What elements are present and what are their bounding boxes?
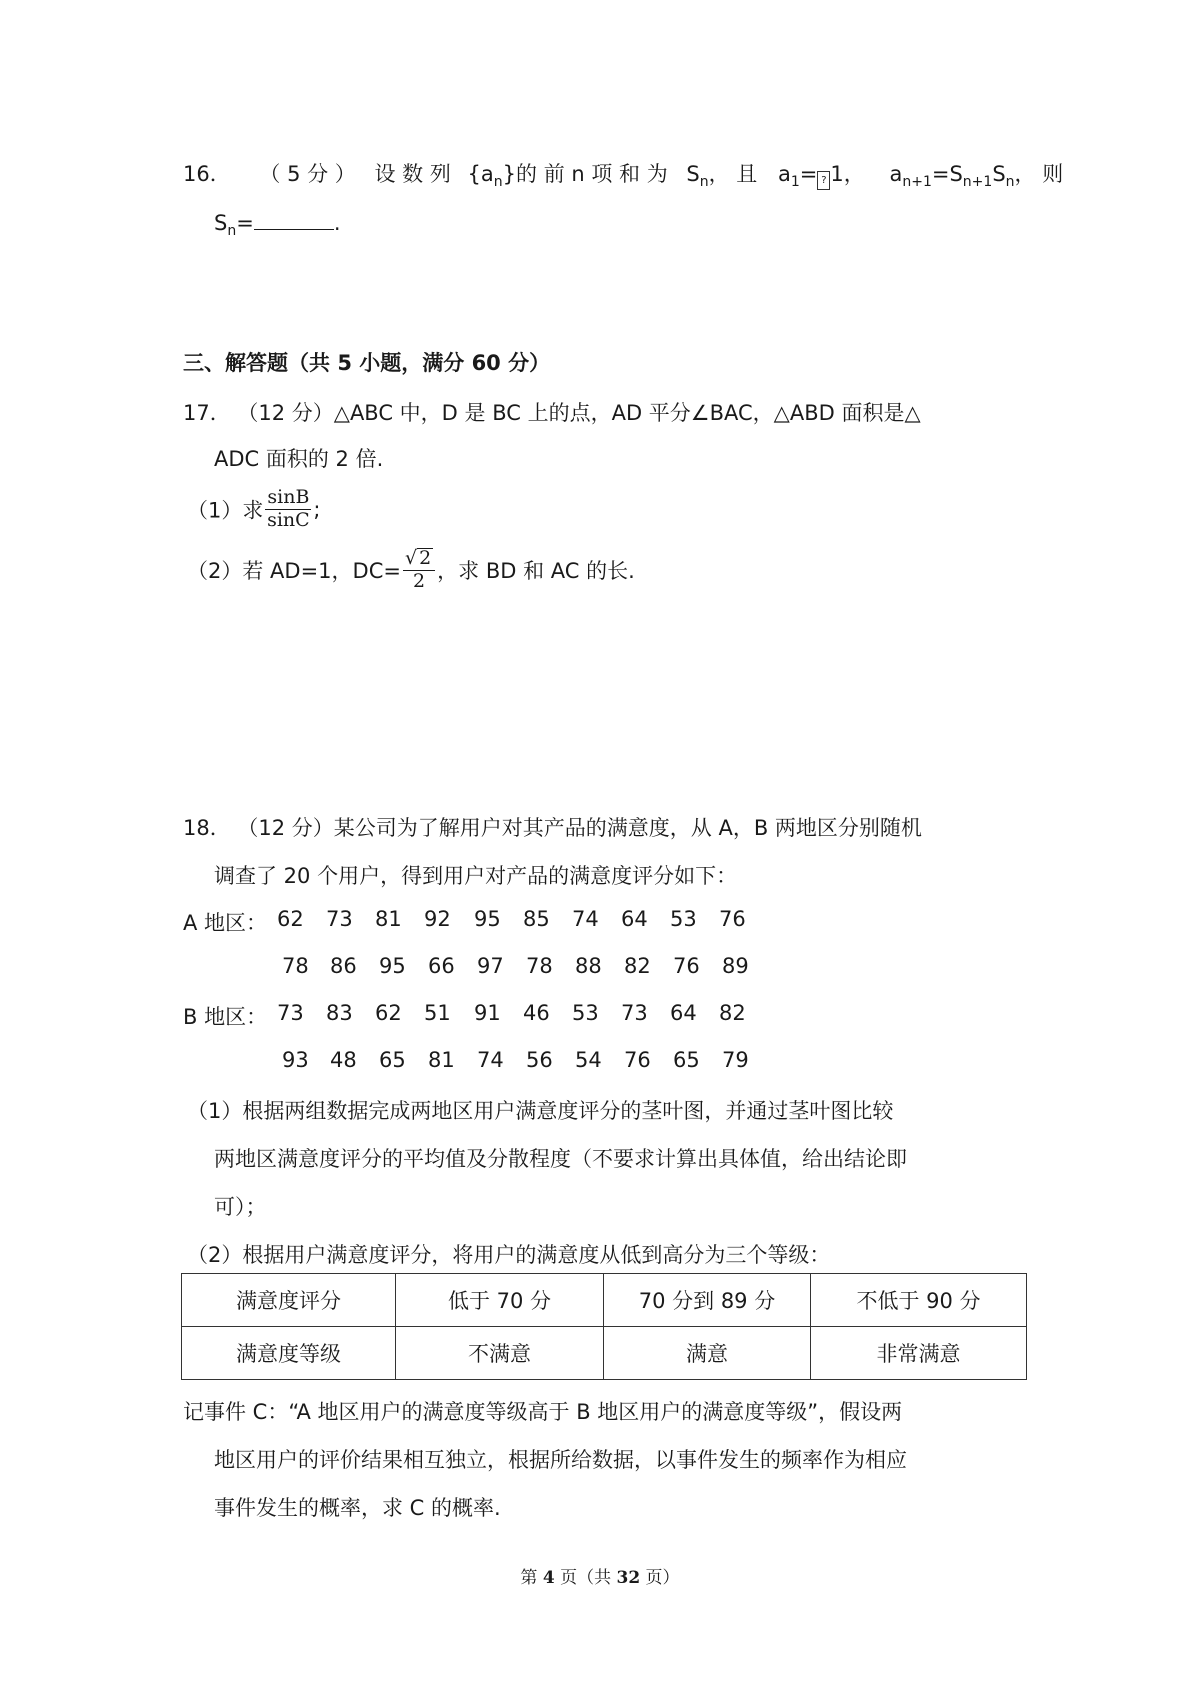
page-footer: 第 4 页（共 32 页） <box>520 1568 680 1588</box>
score-cell: 86 <box>330 954 357 978</box>
score-cell: 76 <box>719 907 746 931</box>
q16-line2: $S_n=$ . <box>214 211 341 240</box>
table-cell: 非常满意 <box>811 1327 1027 1380</box>
score-cell: 73 <box>326 907 353 931</box>
q18-event-line2: 地区用户的评价结果相互独立，根据所给数据，以事件发生的频率作为相应 <box>214 1448 907 1472</box>
score-cell: 66 <box>428 954 455 978</box>
q18-part1-line1: （1）根据两组数据完成两地区用户满意度评分的茎叶图，并通过茎叶图比较 <box>187 1099 894 1123</box>
score-cell: 56 <box>526 1048 553 1072</box>
score-cell: 74 <box>572 907 599 931</box>
score-cell: 73 <box>277 1001 304 1025</box>
q18-line1: 18． （12 分）某公司为了解用户对其产品的满意度，从 A，B 两地区分别随机 <box>183 816 922 840</box>
score-cell: 95 <box>474 907 501 931</box>
score-cell: 53 <box>670 907 697 931</box>
table-cell: 不低于 90 分 <box>811 1274 1027 1327</box>
section-title: 三、解答题（共 5 小题，满分 60 分） <box>183 351 551 375</box>
q18-part1-line3: 可）； <box>214 1195 267 1219</box>
score-cell: 95 <box>379 954 406 978</box>
table-cell: 满意度评分 <box>182 1274 396 1327</box>
score-cell: 78 <box>526 954 553 978</box>
score-cell: 97 <box>477 954 504 978</box>
q17-part1: （1）求 $\frac{\sin B}{\sin C}$ ; <box>187 486 321 531</box>
score-cell: 62 <box>375 1001 402 1025</box>
score-cell: 53 <box>572 1001 599 1025</box>
score-cell: 48 <box>330 1048 357 1072</box>
score-cell: 64 <box>621 907 648 931</box>
q17-part2: （2）若 AD=1，DC= $\frac{√ 2}{2}$ ，求 BD 和 AC 的长. <box>187 547 635 592</box>
table-row <box>182 1327 1027 1380</box>
score-cell: 88 <box>575 954 602 978</box>
score-cell: 82 <box>719 1001 746 1025</box>
table-cell: 70 分到 89 分 <box>604 1274 811 1327</box>
q16-text-b: 的 前 n 项 和 为 <box>516 162 668 186</box>
score-cell: 79 <box>722 1048 749 1072</box>
missing-glyph-box: ? <box>817 171 830 190</box>
table-row <box>182 1274 1027 1327</box>
q16-recurrence: $a_{n+1}=S_{n+1}S_n$， 则 <box>889 162 1064 191</box>
score-cell: 65 <box>673 1048 700 1072</box>
table-cell: 满意度等级 <box>182 1327 396 1380</box>
answer-blank <box>254 209 334 230</box>
q16-text-a: 设 数 列 <box>374 162 451 186</box>
q18-line2: 调查了 20 个用户，得到用户对产品的满意度评分如下： <box>214 864 738 888</box>
q16-S: $S_n$ <box>686 162 709 191</box>
q18-event-line1: 记事件 C：“A 地区用户的满意度等级高于 B 地区用户的满意度等级”，假设两 <box>183 1400 903 1424</box>
score-cell: 92 <box>424 907 451 931</box>
q18-part1-line2: 两地区满意度评分的平均值及分散程度（不要求计算出具体值，给出结论即 <box>214 1147 907 1171</box>
fraction-sqrt2-over-2: $\frac{√ 2}{2}$ <box>403 548 435 592</box>
score-cell: 89 <box>722 954 749 978</box>
score-cell: 65 <box>379 1048 406 1072</box>
score-cell: 81 <box>428 1048 455 1072</box>
table-cell: 低于 70 分 <box>396 1274 604 1327</box>
q16-score: （ 5 分 ） <box>259 162 356 186</box>
table-cell: 满意 <box>604 1327 811 1380</box>
score-cell: 54 <box>575 1048 602 1072</box>
table-cell: 不满意 <box>396 1327 604 1380</box>
q16-text-c: ， 且 <box>708 162 758 186</box>
score-cell: 81 <box>375 907 402 931</box>
score-cell: 74 <box>477 1048 504 1072</box>
q18-part2-line: （2）根据用户满意度评分，将用户的满意度从低到高分为三个等级： <box>187 1243 831 1267</box>
score-cell: 82 <box>624 954 651 978</box>
score-cell: 93 <box>282 1048 309 1072</box>
score-cell: 83 <box>326 1001 353 1025</box>
score-cell: 62 <box>277 907 304 931</box>
q16-a1: $a_1=$ ? 1， <box>778 162 865 191</box>
total-pages: 32 <box>616 1568 641 1588</box>
score-cell: 78 <box>282 954 309 978</box>
fraction-sinB-over-sinC: $\frac{\sin B}{\sin C}$ <box>267 486 310 531</box>
q17-line1: 17． （12 分）△ABC 中，D 是 BC 上的点，AD 平分∠BAC，△ABD 面积是△ <box>183 401 921 425</box>
score-cell: 91 <box>474 1001 501 1025</box>
score-cell: 76 <box>624 1048 651 1072</box>
score-cell: 76 <box>673 954 700 978</box>
regionB-label: B 地区： <box>183 1005 268 1029</box>
satisfaction-grade-table <box>181 1273 1027 1380</box>
current-page: 4 <box>542 1568 555 1588</box>
q18-event-line3: 事件发生的概率，求 C 的概率. <box>214 1496 501 1520</box>
q16-seq: $\{a_n\}$ <box>467 162 517 191</box>
sqrt-symbol: √ 2 <box>404 547 432 569</box>
score-cell: 85 <box>523 907 550 931</box>
q16-line1 <box>183 158 1063 190</box>
score-cell: 46 <box>523 1001 550 1025</box>
q17-line2: ADC 面积的 2 倍. <box>214 447 384 471</box>
q16-number: 16． <box>183 162 231 186</box>
score-cell: 51 <box>424 1001 451 1025</box>
score-cell: 73 <box>621 1001 648 1025</box>
score-cell: 64 <box>670 1001 697 1025</box>
regionA-label: A 地区： <box>183 911 268 935</box>
